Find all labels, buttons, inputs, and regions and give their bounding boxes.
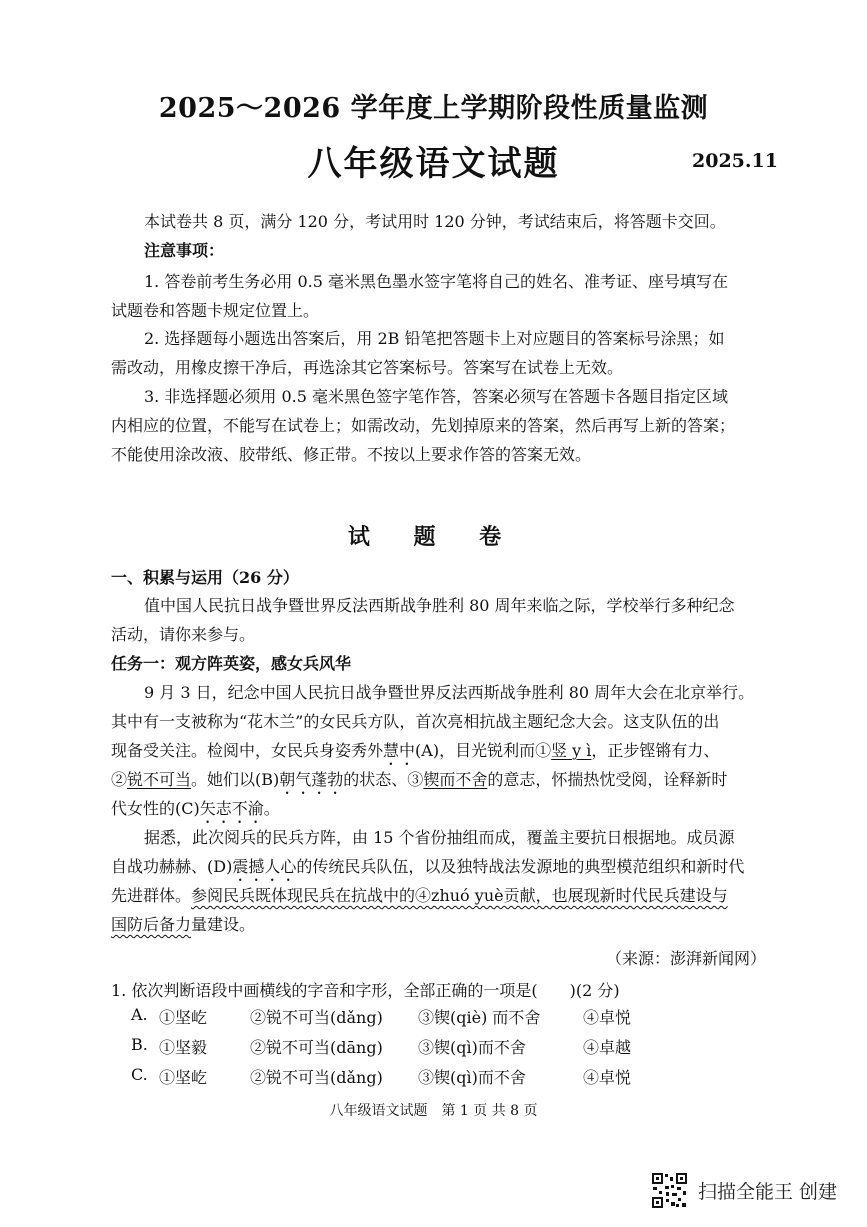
notes-heading: 注意事项： [144,241,225,260]
passage-text: (A)，目光锐利而① [415,741,552,760]
note-1-line-2: 试题卷和答题卡规定位置上。 [111,301,320,320]
exam-series-title: 2025～2026 学年度上学期阶段性质量监测 [158,93,709,124]
passage-text: 。她们以(B) [191,770,280,789]
exam-date: 2025.11 [692,150,778,172]
option-part-1: ①坚屹 [159,1008,208,1027]
note-2-line-2: 需改动，用橡皮擦干净后，再选涂其它答案标号。答案写在试卷上无效。 [111,358,624,377]
note-2-line-1: 2. 选择题每小题选出答案后，用 2B 铅笔把答题卡上对应题目的答案标号涂黑；如 [144,329,725,348]
exam-title: 八年级语文试题 [307,144,560,184]
option-part-3: ③锲(qiè) 而不舍 [418,1008,541,1027]
option-letter: B. [131,1035,148,1054]
passage2-line-3 [111,881,728,910]
dotted-idiom-d: 震撼人心 [232,857,297,876]
option-part-4: ④卓悦 [583,1068,632,1087]
passage-text: 量建设。 [191,915,256,934]
option-part-2: ②锐不可当(dǎng) [250,1008,383,1027]
dotted-idiom-c: 矢志不渝 [199,799,264,818]
option-part-4: ④卓越 [583,1038,632,1057]
underlined-item-1: 竖 y ì [551,741,592,760]
part1-lead-line-2: 活动，请你来参与。 [111,625,256,644]
dotted-idiom-b: 朝气蓬勃 [279,770,344,789]
wavy-underlined-sentence: 国防后备力 [111,915,192,934]
passage-source: （来源：澎湃新闻网） [606,949,767,968]
underlined-item-3: 锲而不舍 [423,770,488,789]
passage-text: 先进群体。 [111,886,192,905]
option-part-3: ③锲(qì)而不舍 [418,1068,526,1087]
passage-text: 自战功赫赫、(D) [111,857,233,876]
passage-text: ，正步铿锵有力、 [591,741,720,760]
note-3-line-2: 内相应的位置，不能写在试卷上；如需改动，先划掉原来的答案，然后再写上新的答案； [111,416,736,435]
page-footer: 八年级语文试题 第 1 页 共 8 页 [329,1103,538,1119]
question-1-stem: 1. 依次判断语段中画横线的字音和字形，全部正确的一项是( )(2 分) [111,981,620,1000]
passage-text: ② [111,770,128,789]
passage2-line-1: 据悉，此次阅兵的民兵方阵，由 15 个省份抽组而成，覆盖主要抗日根据地。成员源 [144,828,735,847]
section-title: 试 题 卷 [347,524,520,550]
option-part-2: ②锐不可当(dāng) [250,1038,383,1057]
note-1-line-1: 1. 答卷前考生务必用 0.5 毫米黑色墨水签字笔将自己的姓名、准考证、座号填写在 [144,272,728,291]
passage-text: 代女性的(C) [111,799,200,818]
underlined-item-2: 锐不可当 [127,770,192,789]
option-part-1: ①坚毅 [159,1038,208,1057]
option-part-2: ②锐不可当(dǎng) [250,1068,383,1087]
passage1-line-1: 9 月 3 日，纪念中国人民抗日战争暨世界反法西斯战争胜利 80 周年大会在北京举行。 [144,683,755,702]
option-letter: C. [131,1065,148,1084]
passage2-line-4 [111,910,255,939]
passage-text: 的传统民兵队伍，以及独特战法发源地的典型模范组织和新时代 [296,857,745,876]
part1-heading: 一、积累与运用（26 分） [111,568,299,587]
passage-text: 的意志，怀揣热忱受阅，诠释新时 [487,770,728,789]
option-part-3: ③锲(qì)而不舍 [418,1038,526,1057]
passage-text: 的状态、③ [343,770,424,789]
dotted-idiom-a: 慧中 [383,741,416,760]
passage-text: 现备受关注。检阅中，女民兵身姿秀外 [111,741,384,760]
passage1-line-2: 其中有一支被称为“花木兰”的女民兵方队，首次亮相抗战主题纪念大会。这支队伍的出 [111,712,720,731]
note-3-line-3: 不能使用涂改液、胶带纸、修正带。不按以上要求作答的答案无效。 [111,445,592,464]
part1-lead-line-1: 值中国人民抗日战争暨世界反法西斯战争胜利 80 周年来临之际，学校举行多种纪念 [144,596,735,615]
wavy-underlined-sentence: 参阅民兵既体现民兵在抗战中的④zhuó yuè贡献，也展现新时代民兵建设与 [191,886,728,905]
scanner-watermark: 扫描全能王 创建 [698,1181,838,1203]
passage-text: 。 [263,799,280,818]
task1-heading: 任务一：观方阵英姿，感女兵风华 [111,654,352,673]
qr-code-icon [651,1172,688,1209]
option-part-4: ④卓悦 [583,1008,632,1027]
intro-text: 本试卷共 8 页，满分 120 分，考试用时 120 分钟，考试结束后，将答题卡交回。 [144,212,726,231]
note-3-line-1: 3. 非选择题必须用 0.5 毫米黑色签字笔作答，答案必须写在答题卡各题目指定区域 [144,387,728,406]
option-letter: A. [131,1005,148,1024]
option-part-1: ①坚屹 [159,1068,208,1087]
